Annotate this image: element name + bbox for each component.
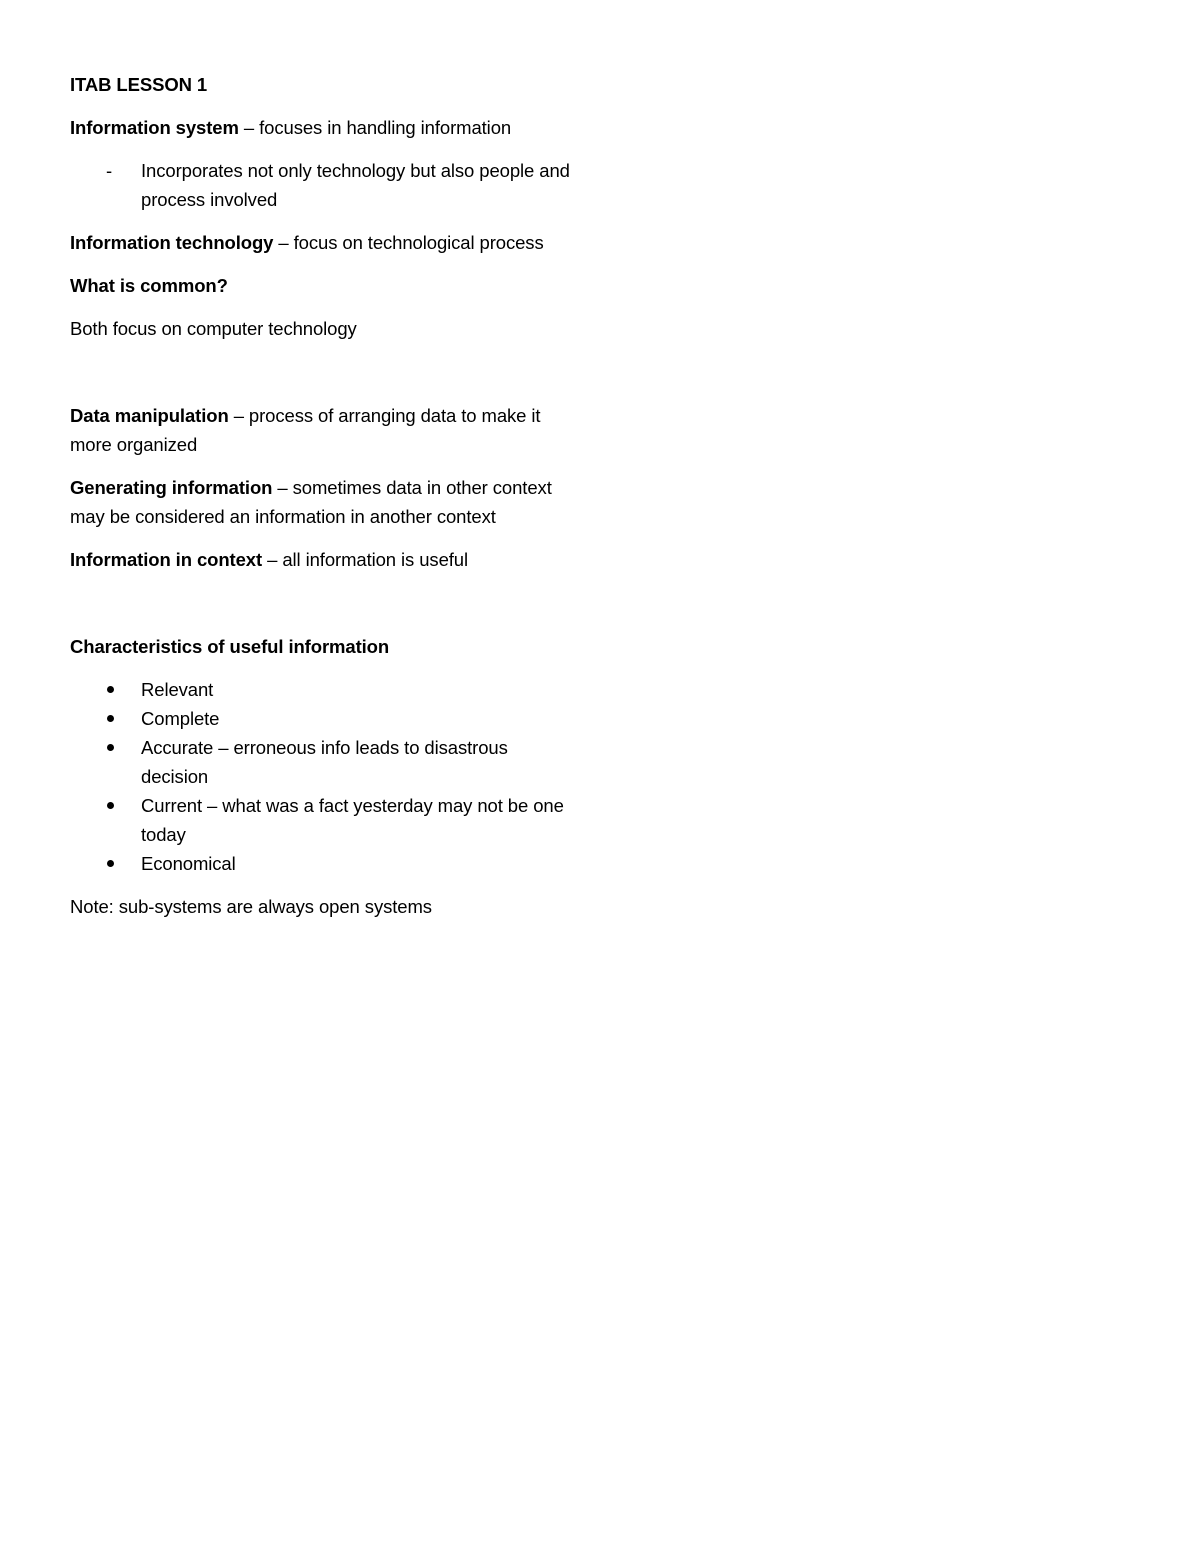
data-manipulation-paragraph xyxy=(70,401,570,459)
list-item xyxy=(70,849,570,878)
bullet-icon xyxy=(107,802,114,809)
characteristics-heading: Characteristics of useful information xyxy=(70,636,390,657)
characteristics-list xyxy=(70,675,570,878)
information-technology-paragraph xyxy=(70,228,570,257)
document-page xyxy=(70,70,570,935)
information-system-definition: – focuses in handling information xyxy=(238,117,512,138)
information-system-term: Information system xyxy=(70,117,239,138)
information-system-sublist xyxy=(70,156,570,214)
spacer xyxy=(70,588,570,632)
list-item xyxy=(70,675,570,704)
document-title: ITAB LESSON 1 xyxy=(70,74,208,95)
note-paragraph xyxy=(70,892,570,921)
list-item xyxy=(70,733,570,791)
list-item xyxy=(70,704,570,733)
characteristic-text: Accurate – erroneous info leads to disastrous decision xyxy=(141,737,508,787)
note-text: sub-systems are always open systems xyxy=(113,896,432,917)
bullet-icon xyxy=(107,744,114,751)
information-in-context-definition: – all information is useful xyxy=(262,549,469,570)
information-in-context-term: Information in context xyxy=(70,549,263,570)
bullet-icon xyxy=(107,860,114,867)
spacer xyxy=(70,357,570,401)
common-heading: What is common? xyxy=(70,275,228,296)
generating-information-term: Generating information xyxy=(70,477,273,498)
common-text: Both focus on computer technology xyxy=(70,318,357,339)
information-technology-term: Information technology xyxy=(70,232,274,253)
data-manipulation-definition: – process of arranging data to make it more organized xyxy=(70,405,541,455)
information-technology-definition: – focus on technological process xyxy=(273,232,544,253)
list-item xyxy=(70,156,570,214)
information-in-context-paragraph xyxy=(70,545,570,574)
characteristic-text: Complete xyxy=(141,708,220,729)
note-label: Note: xyxy=(70,896,114,917)
bullet-icon xyxy=(107,715,114,722)
generating-information-definition: – sometimes data in other context may be considered an information in another context xyxy=(70,477,552,527)
data-manipulation-term: Data manipulation xyxy=(70,405,229,426)
generating-information-paragraph xyxy=(70,473,570,531)
characteristic-text: Current – what was a fact yesterday may not be one today xyxy=(141,795,564,845)
information-system-paragraph xyxy=(70,113,570,142)
information-system-subpoint: Incorporates not only technology but also people and process involved xyxy=(141,160,570,210)
characteristic-text: Economical xyxy=(141,853,236,874)
list-item xyxy=(70,791,570,849)
characteristic-text: Relevant xyxy=(141,679,214,700)
dash-marker: - xyxy=(106,160,113,181)
bullet-icon xyxy=(107,686,114,693)
